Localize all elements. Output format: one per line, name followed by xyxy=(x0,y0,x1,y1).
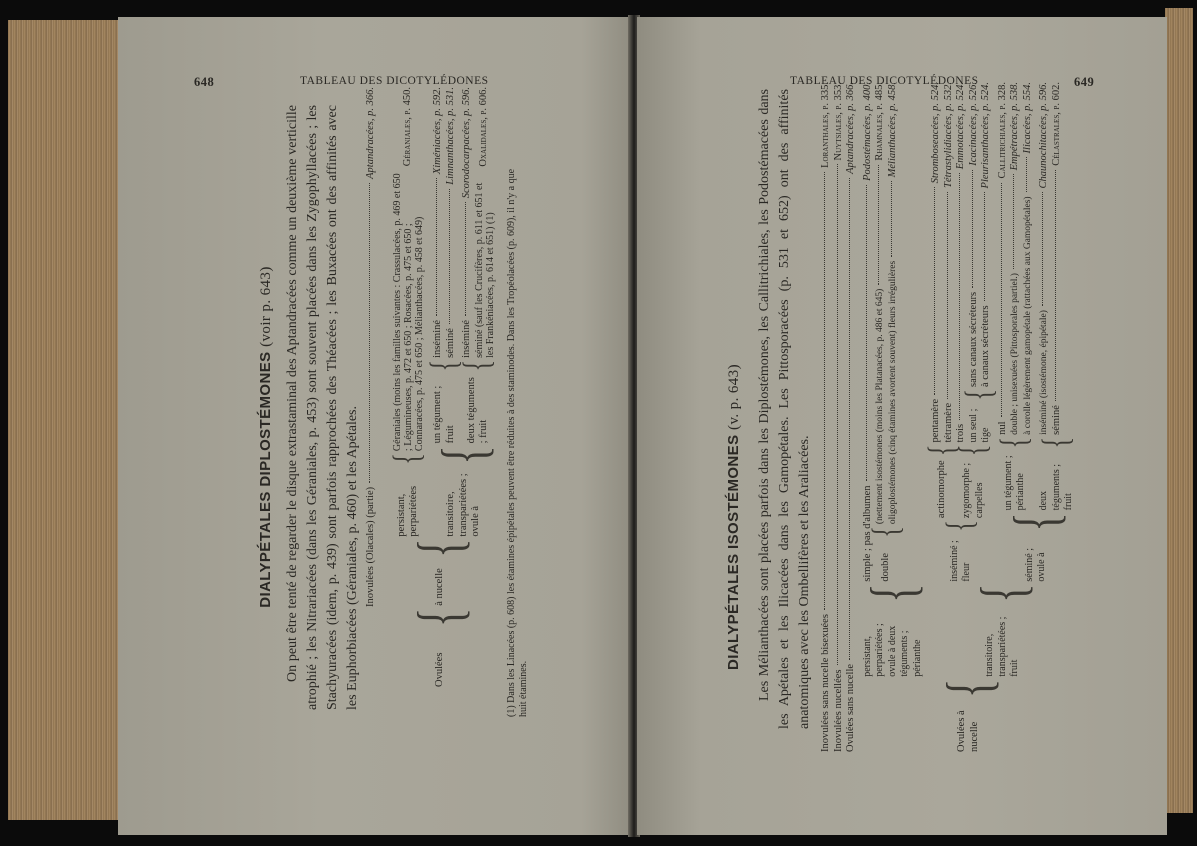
right-row-sans-canaux: sans canaux sécréteurs xyxy=(967,291,979,387)
right-section-ref: (v. p. 643) xyxy=(726,364,742,430)
left-row-insemine-1: inséminé xyxy=(432,319,443,358)
right-res-2: Nuytsiales, p. 353. xyxy=(832,82,844,161)
left-row-inovulees: Inovulées (Olacales) (partie) xyxy=(364,486,376,607)
left-key-table: Inovulées (Olacales) (partie) Aptandracées, p. 366. Ovulées { à nucelle { persistant, perpariétées { Géraniales (moins les familles suivantes : Crassulacées, p. 469 et 650 ; Légumineuses, p. 472 et 650 ; Rosacées, p. 475 et 650 ; Connaracées, p. 475 et 650 ; Mélianthacées, p. 458 et 649) Géraniales, p. 450. transitoire, transpariétées ; ovule à { un tégument ; fruit { inséminé Ximéniacées, p. 592. séminé Limnanthacées, p. 531. deux téguments ; fruit { inséminé Scorodocarpacées, p. 596. séminé (sauf les Crucifères, p. 611 et 651 et les Frankéniacées, p. 614 et 651) (1) Oxalidales, p. 606. xyxy=(364,87,500,687)
right-label-insemine-fleur: inséminé ; fleur xyxy=(948,540,973,582)
right-res-3: Aptandracées, p. 366. xyxy=(845,82,856,174)
right-res-15: Chaunochitacées, p. 596. xyxy=(1038,82,1049,189)
right-res-13: Empétracées, p. 538. xyxy=(1009,82,1020,171)
right-res-10: Icacinacées, p. 526. xyxy=(967,82,979,166)
right-section-title: DIALYPÉTALES ISOSTÉMONES xyxy=(725,434,742,670)
left-res-semine-2: Oxalidales, p. 606. xyxy=(478,87,490,167)
right-res-5: Rhamnales, p. 485. xyxy=(874,82,885,161)
left-row-geraniales: Géraniales (moins les familles suivantes : Crassulacées, p. 469 et 650 ; Légumineuses, p. 472 et 650 ; Rosacées, p. 475 et 650 ; Connaracées, p. 475 et 650 ; Mélianthacées, p. 458 et 649) xyxy=(391,173,425,452)
left-label-persistant: persistant, perpariétées xyxy=(395,485,419,537)
right-label-deux-teguments: deux téguments ; fruit xyxy=(1038,464,1074,511)
right-key-table: Inovulées sans nucelle bisexuées Loranthales, p. 335. Inovulées nucellées Nuytsiales, p. 353. Ovulées sans nucelle Aptandracées, p. 366. Ovulées à nucelle { persistant, perpariétées ; ovule à deux téguments ; périanthe { simple ; pas d'albumen Podostémacées, p. 400. double { (nettement isostémones (moins les Platanacées, p. 486 et 645) Rhamnales, p. 485. oligoplostémones (cinq étamines avortent souvent) fleurs irrégulières Mélianthacées, p. 458. transitoire, transpariétées ; fruit { inséminé ; fleur { actinomorphe { pentamère Stromboseacées, p. 524. tétramère Tétrastylidiacées, p. 532. zygomorphe ; carpelles { trois Emmotacées, p. 524. un seul ; tige { sans canaux sécréteurs Icacinacées, p. 526. à canaux sécréteurs Pleurisanthacées, p. 524. séminé ; ovule à { un tégument ; périanthe { nul Callitrichiales, p. 328. double ; unisexuées (Pittosporales partiel.) Empétracées, p. 538. à corolle légèrement gamopétale (rattachées aux Gamopétales) Ilicacées, p. 554. deux téguments ; fruit { inséminé (isostémone, épipétale) Chaunochitacées, p. 596. séminé Célastrales, p. 602. xyxy=(820,82,1078,752)
right-res-11: Pleurisanthacées, p. 524. xyxy=(980,82,991,189)
right-res-14: Ilicacées, p. 554. xyxy=(1021,82,1033,154)
left-section-heading xyxy=(257,167,275,707)
right-row-pentamere: pentamère xyxy=(930,398,941,443)
left-row-semine-2: séminé (sauf les Crucifères, p. 611 et 651 et les Frankéniacées, p. 614 et 651) (1) xyxy=(473,182,496,358)
left-section-title: DIALYPÉTALES DIPLOSTÉMONES xyxy=(257,351,274,608)
page-edges-left xyxy=(8,20,118,820)
right-row-a-canaux: à canaux sécréteurs xyxy=(980,305,991,387)
right-row-oligo: oligoplostémones (cinq étamines avortent souvent) fleurs irrégulières xyxy=(887,260,898,525)
right-page xyxy=(637,17,1167,835)
left-intro-paragraph: On peut être tenté de regarder le disque extrastaminal des Aptandracées comme un deuxième verticille atrophié ; les Nitrariacées (dans les Géraniales, p. 453) sont souvent placées dans les Zygophyllacées ; les Stachyuracées (idem, p. 439) sont parfois rapprochées des Théacées ; les Buxacées ont des affinités avec les Euphorbiacées (Géraniales, p. 460) et les Apétales. xyxy=(285,105,360,710)
right-res-8: Tétrastylidiacées, p. 532. xyxy=(942,82,954,188)
right-label-double: double xyxy=(880,553,892,582)
right-row-2: Inovulées nucellées xyxy=(832,669,844,752)
right-row-semine-final: séminé xyxy=(1050,405,1062,435)
right-row-insemine-iso: inséminé (isostémone, épipétale) xyxy=(1039,310,1049,435)
right-intro-paragraph: Les Mélianthacées sont placées parfois dans les Diplostémones, les Callitrichiales, les Podostémacées dans les Apétales et les Ilicacées dans les Gamopétales. Les Pittosporacées (p. 531 et 652) ont des affinités anatomiques avec les Ombellifères et les Araliacées. xyxy=(757,89,812,729)
right-label-semine-ovule: séminé ; ovule à xyxy=(1023,547,1047,582)
right-res-1: Loranthales, p. 335. xyxy=(820,82,831,168)
left-running-head: TABLEAU DES DICOTYLÉDONES xyxy=(300,75,489,87)
left-page xyxy=(118,17,633,835)
right-res-16: Célastrales, p. 602. xyxy=(1050,82,1062,166)
left-label-a-nucelle: à nucelle xyxy=(433,568,445,606)
left-row-semine-1: séminé xyxy=(444,328,456,358)
right-res-12: Callitrichiales, p. 328. xyxy=(996,82,1008,179)
left-row-insemine-2: inséminé xyxy=(461,319,472,358)
left-res-semine-1: Limnanthacées, p. 531. xyxy=(444,87,456,185)
right-label-ovulees-a-nucelle: Ovulées à nucelle xyxy=(956,710,980,752)
left-res-insemine-1: Ximéniacées, p. 592. xyxy=(432,87,443,175)
left-label-un-tegument: un tégument ; fruit xyxy=(432,385,456,444)
right-row-trois: trois xyxy=(955,423,966,443)
left-footnote-block xyxy=(506,157,530,717)
right-row-actino: actinomorphe xyxy=(936,460,948,519)
right-label-zygo: zygomorphe ; carpelles xyxy=(961,462,985,519)
right-page-number: 649 xyxy=(1074,75,1095,89)
right-label-un-tegument: un tégument ; périanthe xyxy=(1002,455,1027,511)
left-res-geraniales: Géraniales, p. 450. xyxy=(401,87,413,167)
right-res-6: Mélianthacées, p. 458. xyxy=(886,82,898,178)
right-row-1: Inovulées sans nucelle bisexuées xyxy=(820,614,831,752)
left-intro-block xyxy=(283,105,363,710)
left-res-insemine-2: Scorodocarpacées, p. 596. xyxy=(461,87,472,199)
left-label-ovulees: Ovulées xyxy=(433,652,445,687)
right-label-persistant: persistant, perpariétées ; ovule à deux téguments ; périanthe xyxy=(861,623,923,677)
right-res-4: Podostémacées, p. 400. xyxy=(861,82,873,181)
right-section-heading xyxy=(725,247,743,787)
page-edges-right xyxy=(1165,8,1193,813)
right-res-9: Emmotacées, p. 524. xyxy=(955,82,966,170)
left-res-inovulees: Aptandracées, p. 366. xyxy=(364,87,376,179)
left-footnote: (1) Dans les Linacées (p. 608) les étamines épipétales peuvent être réduites à des staminodes. Dans les Tropéolacées (p. 609), il n'y a que huit étamines. xyxy=(506,168,529,717)
left-section-ref: (voir p. 643) xyxy=(258,266,274,347)
right-running-head: TABLEAU DES DICOTYLÉDONES xyxy=(790,75,979,87)
right-row-tetramere: tétramère xyxy=(942,402,954,443)
right-res-7: Stromboseacées, p. 524. xyxy=(930,82,941,184)
right-row-nul: nul xyxy=(996,421,1008,435)
left-label-deux-teguments: deux téguments ; fruit xyxy=(465,377,490,444)
right-row-simple: simple ; pas d'albumen xyxy=(861,485,873,582)
right-intro-block xyxy=(755,89,815,729)
right-row-corolle: à corolle légèrement gamopétale (rattachées aux Gamopétales) xyxy=(1022,196,1033,435)
right-row-double-unisexuees: double ; unisexuées (Pittosporales partiel.) xyxy=(1010,273,1020,435)
right-label-transitoire: transitoire, transpariétées ; fruit xyxy=(984,616,1020,677)
left-label-transitoire: transitoire, transpariétées ; ovule à xyxy=(445,473,481,537)
left-page-number: 648 xyxy=(194,75,215,89)
right-label-un-seul-tige: un seul ; tige xyxy=(967,408,991,443)
right-row-rhamnales-note: (nettement isostémones (moins les Platanacées, p. 486 et 645) xyxy=(875,288,885,525)
right-row-3: Ovulées sans nucelle xyxy=(845,663,856,752)
